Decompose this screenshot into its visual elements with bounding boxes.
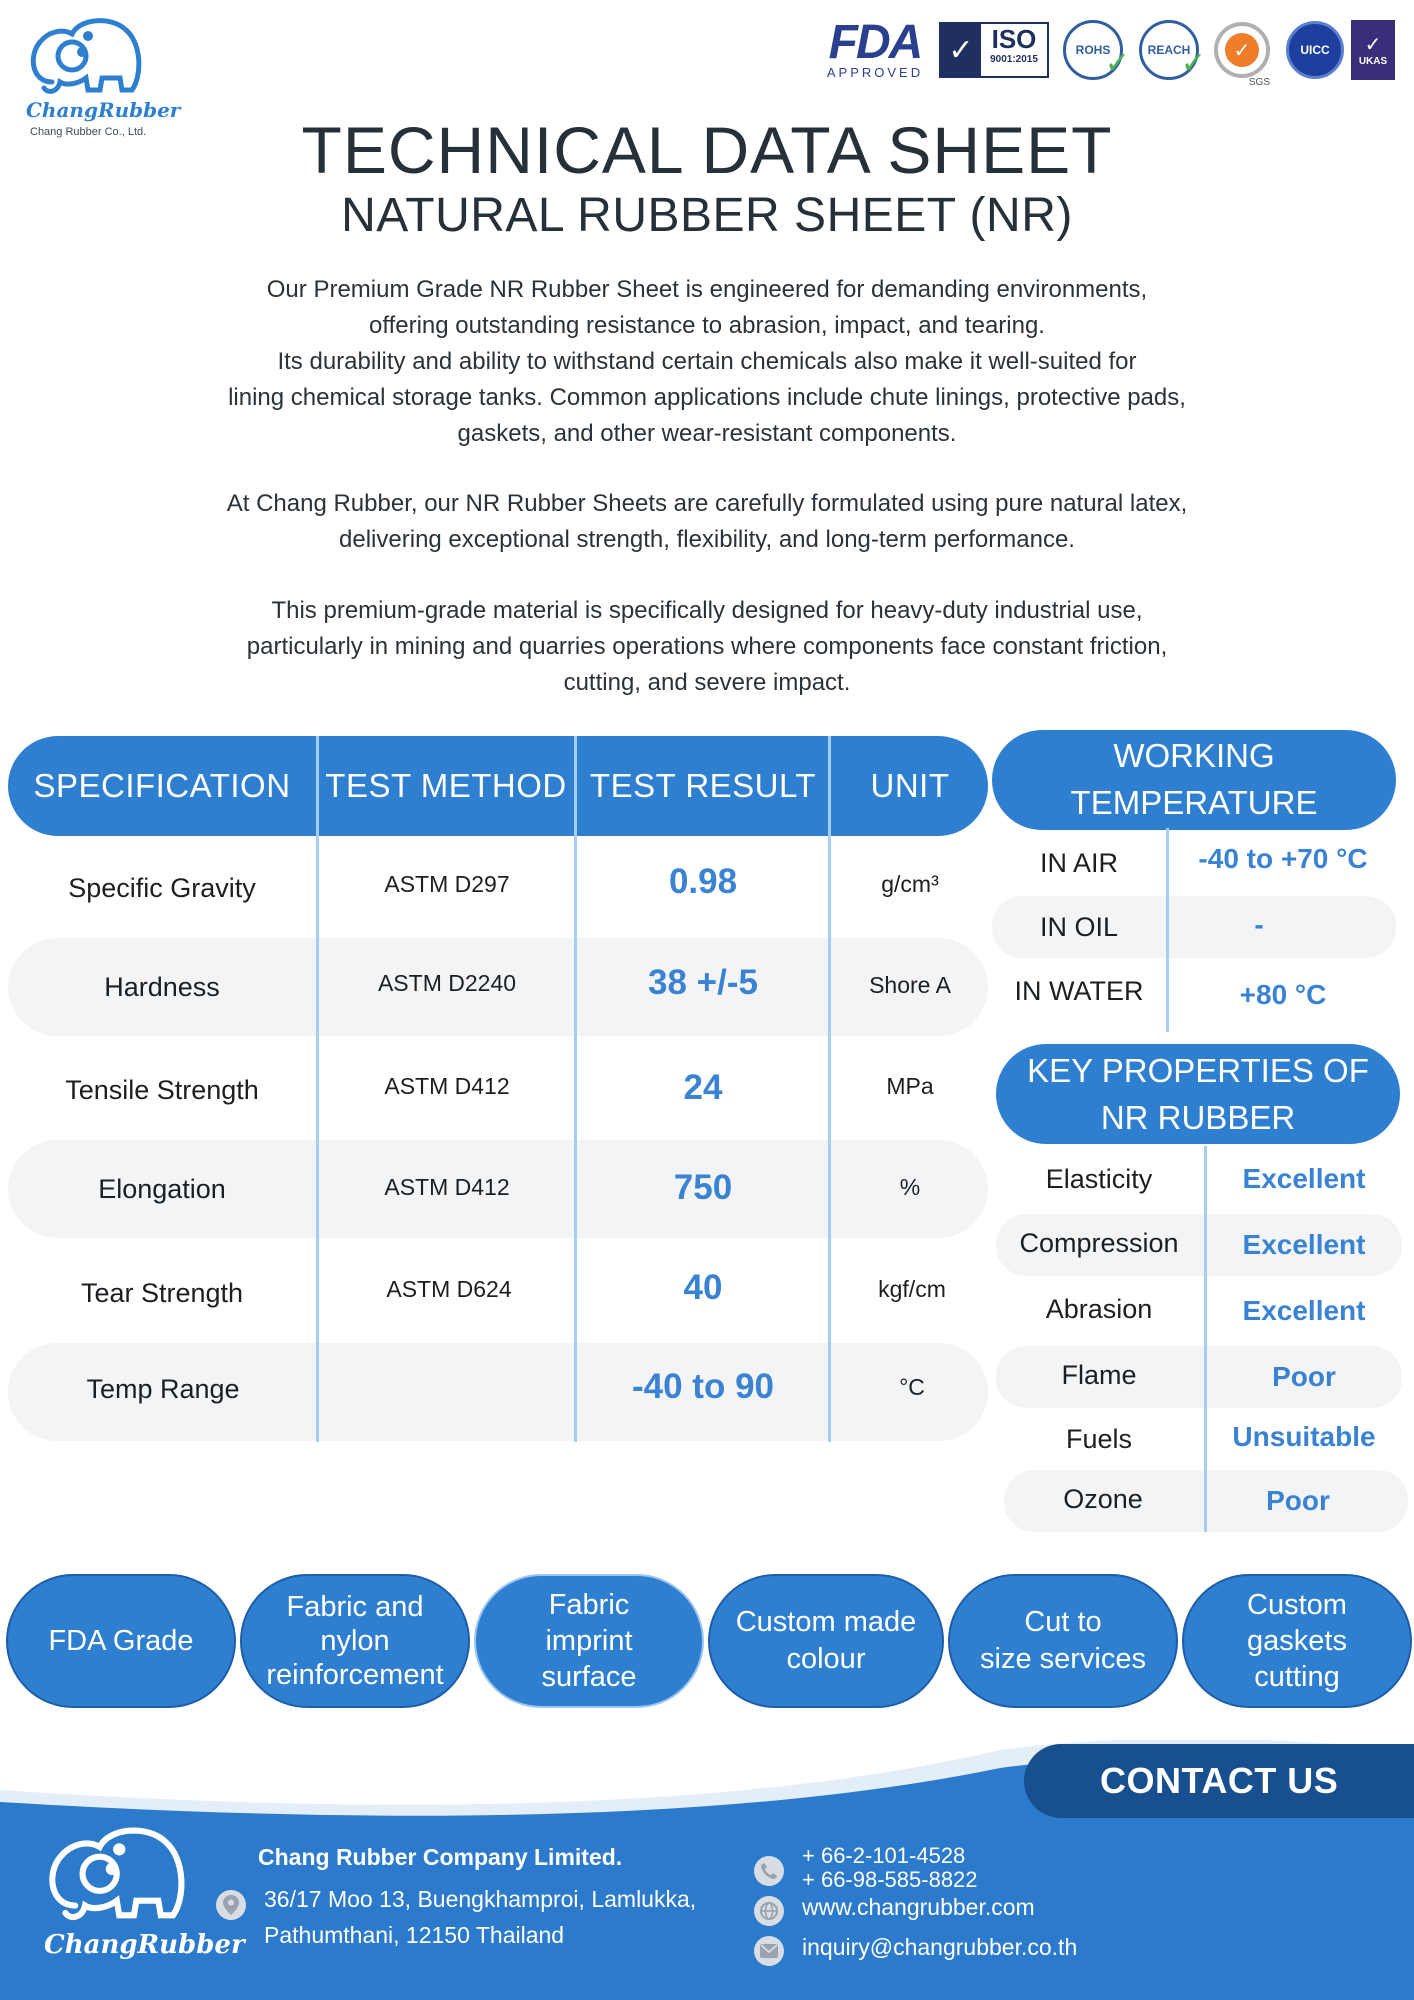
temperature-label: IN OIL [1039, 911, 1119, 942]
footer-phone-2[interactable]: + 66-98-585-8822 [802, 1867, 978, 1892]
feature-fda-grade: FDA Grade [6, 1574, 236, 1708]
footer-email-link[interactable]: inquiry@changrubber.co.th [802, 1934, 1078, 1960]
property-rating: Excellent [1242, 1163, 1366, 1194]
spec-result: 0.98 [668, 862, 738, 901]
company-logo [22, 12, 181, 138]
intro-paragraph-3: This premium-grade material is specifically designed for heavy-duty industrial use, particularly in mining and quarries operations where components face constant friction, cutting, and severe impact. [246, 597, 1168, 696]
reach-icon: REACH ✓ [1134, 18, 1204, 82]
spec-unit: kgf/cm [878, 1275, 946, 1302]
temperature-value: -40 to +70 °C [1198, 843, 1368, 874]
spec-property: Temp Range [86, 1373, 240, 1404]
spec-result: 24 [683, 1068, 723, 1107]
temperature-label: IN AIR [1039, 847, 1119, 878]
property-rating: Excellent [1242, 1229, 1366, 1260]
document-subtitle: NATURAL RUBBER SHEET (NR) [341, 189, 1073, 242]
feature-custom-made-colour: Custom made colour [708, 1574, 944, 1708]
spec-method: ASTM D2240 [377, 969, 517, 996]
spec-property: Tensile Strength [65, 1074, 259, 1105]
spec-unit: g/cm³ [881, 870, 939, 897]
footer-address-line-2: Pathumthani, 12150 Thailand [264, 1922, 565, 1948]
spec-unit: % [899, 1173, 921, 1200]
iso-icon: ✓ ISO 9001:2015 [938, 18, 1050, 82]
header-specification: SPECIFICATION [33, 767, 291, 804]
spec-method: ASTM D412 [384, 1072, 510, 1099]
header-test-result: TEST RESULT [589, 767, 817, 804]
temperature-label: IN WATER [1014, 975, 1144, 1006]
spec-property: Specific Gravity [68, 872, 256, 903]
temperature-value: - [1254, 909, 1264, 940]
document-title: TECHNICAL DATA SHEET [301, 113, 1113, 187]
email-icon [754, 1936, 784, 1966]
brand-name: ChangRubber [26, 98, 181, 122]
footer-logo [38, 1820, 245, 1960]
footer-address-line-1: 36/17 Moo 13, Buengkhamproi, Lamlukka, [264, 1886, 697, 1912]
property-label: Compression [1019, 1227, 1179, 1258]
header-test-method: TEST METHOD [325, 767, 567, 804]
intro-paragraph-1: Our Premium Grade NR Rubber Sheet is engineered for demanding environments, offering outstanding resistance to abrasion, impact, and tearing. Its durability and ability to withstand certain chemicals also make it well-suited for lining chemical storage tanks. Common applications include chute linings, protective pads, gaskets, and other wear-resistant components. [228, 276, 1186, 447]
contact-us-banner: CONTACT US [1024, 1744, 1414, 1818]
feature-fabric-imprint-surface: Fabric imprint surface [474, 1574, 704, 1708]
rohs-icon: ROHS ✓ [1058, 18, 1128, 82]
property-label: Ozone [1063, 1483, 1143, 1514]
property-label: Abrasion [1045, 1293, 1153, 1324]
footer-website-link[interactable]: www.changrubber.com [802, 1894, 1035, 1920]
spec-method [320, 1340, 574, 1438]
globe-icon [754, 1896, 784, 1926]
footer-phone-1[interactable]: + 66-2-101-4528 [802, 1843, 966, 1868]
uicc-icon: UICC [1284, 18, 1346, 82]
intro-paragraph-2: At Chang Rubber, our NR Rubber Sheets are carefully formulated using pure natural latex, delivering exceptional strength, flexibility, and long-term performance. [226, 490, 1188, 553]
spec-result: -40 to 90 [632, 1367, 774, 1406]
property-rating: Excellent [1242, 1295, 1366, 1326]
spec-result: 750 [673, 1168, 733, 1207]
spec-unit: Shore A [869, 971, 951, 998]
property-label: Elasticity [1045, 1163, 1153, 1194]
spec-method: ASTM D624 [386, 1275, 512, 1302]
phone-icon [754, 1856, 784, 1886]
feature-fabric-nylon-reinforcement: Fabric and nylon reinforcement [240, 1574, 470, 1708]
header-unit: UNIT [870, 767, 950, 804]
spec-property: Tear Strength [80, 1277, 244, 1308]
feature-cut-to-size-services: Cut to size services [948, 1574, 1178, 1708]
property-label: Flame [1061, 1359, 1137, 1390]
property-rating: Unsuitable [1232, 1421, 1376, 1452]
spec-unit: MPa [886, 1072, 934, 1099]
elephant-logo-icon [38, 1820, 198, 1930]
fda-approved-icon: FDA APPROVED [826, 15, 924, 80]
spec-method: ASTM D412 [384, 1173, 510, 1200]
spec-property: Elongation [98, 1173, 226, 1204]
column-divider [316, 736, 319, 1442]
working-temperature-header: WORKING TEMPERATURE [992, 730, 1396, 830]
key-properties-header: KEY PROPERTIES OF NR RUBBER [996, 1044, 1400, 1144]
footer-company-name: Chang Rubber Company Limited. [258, 1844, 623, 1870]
property-rating: Poor [1266, 1485, 1330, 1516]
footer-brand-name: ChangRubber [44, 1930, 245, 1960]
column-divider [828, 736, 831, 1442]
temperature-value: +80 °C [1239, 979, 1327, 1010]
sgs-icon: ✓ SGS [1210, 18, 1274, 82]
ukas-icon: ✓ UKAS [1350, 18, 1396, 82]
spec-result: 40 [683, 1268, 723, 1307]
company-short-name: Chang Rubber Co., Ltd. [30, 126, 147, 138]
spec-property: Hardness [104, 971, 220, 1002]
property-label: Fuels [1065, 1423, 1133, 1454]
location-pin-icon [216, 1890, 246, 1920]
property-rating: Poor [1272, 1361, 1336, 1392]
elephant-logo-icon [22, 12, 152, 102]
spec-result: 38 +/-5 [648, 963, 758, 1002]
spec-table-header [8, 736, 988, 836]
spec-method: ASTM D297 [384, 870, 510, 897]
feature-custom-gaskets-cutting: Custom gaskets cutting [1182, 1574, 1412, 1708]
column-divider [1204, 1146, 1207, 1532]
spec-unit: °C [899, 1373, 925, 1400]
